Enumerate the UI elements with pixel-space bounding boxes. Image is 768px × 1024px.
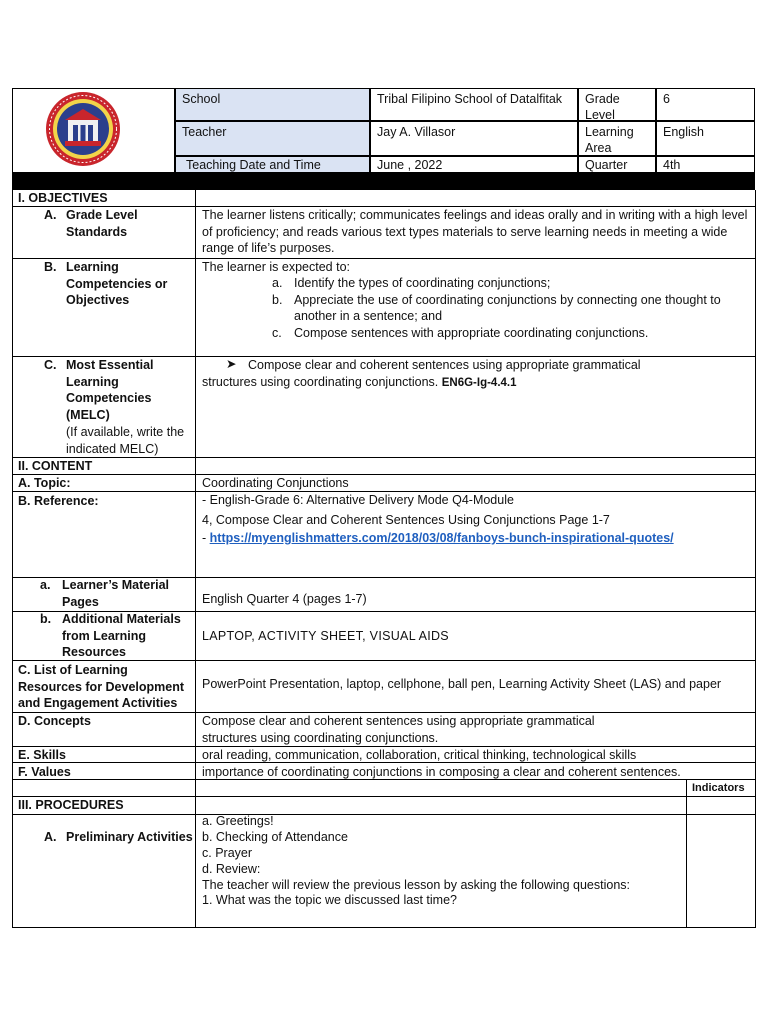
date-value: June , 2022 — [370, 156, 578, 173]
school-value: Tribal Filipino School of Datalfitak — [370, 88, 578, 121]
additional-materials-marker: b. — [40, 612, 52, 626]
objective-c-label: Most Essential Learning Competencies (MELC) — [66, 358, 154, 422]
additional-materials-value: LAPTOP, ACTIVITY SHEET, VISUAL AIDS — [202, 629, 449, 643]
reference-line-1: - English-Grade 6: Alternative Delivery Mode Q4-Module — [202, 493, 514, 507]
melc-code: EN6G-Ig-4.4.1 — [441, 376, 517, 389]
objective-b-list — [272, 275, 750, 342]
objective-c-note: (If available, write the indicated MELC) — [66, 425, 185, 456]
list-item: b. Appreciate the use of coordinating conjunctions by connecting one thought to another in a sentence; and — [272, 292, 721, 324]
values-value: importance of coordinating conjunctions in composing a clear and coherent sentences. — [202, 765, 681, 779]
list-item: d. Review: — [202, 861, 261, 876]
melc-text: Compose clear and coherent sentences using appropriate grammatical structures using coordinating conjunctions. EN6G-Ig-4.4.1 — [202, 358, 641, 389]
procedures-heading: III. PROCEDURES — [18, 798, 124, 812]
list-item: c. Prayer — [202, 845, 253, 860]
arrow-bullet-icon: ➤ — [226, 357, 237, 371]
objective-a-marker: A. — [44, 208, 57, 222]
indicators-header: Indicators — [692, 782, 745, 794]
learners-material-label: Learner’s Material Pages — [62, 578, 169, 609]
list-item: 1. What was the topic we discussed last time? — [202, 893, 457, 908]
learning-area-value: English — [656, 121, 755, 156]
objective-b-label: Learning Competencies or Objectives — [66, 260, 168, 308]
learning-area-label: Learning Area — [578, 121, 656, 156]
learning-resources-label: C. List of Learning Resources for Development and Engagement Activities — [18, 663, 185, 711]
list-item: a. Greetings! — [202, 814, 274, 828]
teacher-label: Teacher — [175, 121, 370, 156]
header-divider-bar — [12, 172, 755, 190]
list-item: a. Identify the types of coordinating conjunctions; — [272, 276, 551, 290]
topic-value: Coordinating Conjunctions — [202, 476, 349, 490]
learning-resources-value: PowerPoint Presentation, laptop, cellphone, ball pen, Learning Activity Sheet (LAS) and paper — [202, 677, 722, 691]
objective-a-text: The learner listens critically; communicates feelings and ideas orally and in writing with a high level of proficiency; and reads various text types materials to serve learning needs in meeting a wide range of life’s purposes. — [202, 208, 748, 256]
learners-material-value: English Quarter 4 (pages 1-7) — [202, 592, 367, 606]
reference-label: B. Reference: — [18, 494, 99, 508]
topic-label: A. Topic: — [18, 476, 71, 490]
skills-value: oral reading, communication, collaboration, critical thinking, technological skills — [202, 748, 637, 762]
objectives-heading: I. OBJECTIVES — [18, 191, 108, 205]
concepts-label: D. Concepts — [18, 714, 91, 728]
list-item: c. Compose sentences with appropriate coordinating conjunctions. — [272, 325, 649, 340]
preliminary-activities-text — [202, 814, 632, 909]
date-label: Teaching Date and Time — [175, 156, 370, 173]
objective-c-marker: C. — [44, 358, 57, 372]
logo-cell — [12, 88, 175, 173]
objective-b-marker: B. — [44, 260, 57, 274]
list-item: b. Checking of Attendance — [202, 829, 348, 844]
reference-link[interactable]: https://myenglishmatters.com/2018/03/08/fanboys-bunch-inspirational-quotes/ — [209, 531, 674, 545]
quarter-value: 4th — [656, 156, 755, 173]
learners-material-marker: a. — [40, 578, 51, 592]
grade-value: 6 — [656, 88, 755, 121]
objective-a-label: Grade Level Standards — [66, 208, 138, 239]
objective-b-intro: The learner is expected to: — [202, 260, 350, 274]
grade-label: Grade Level — [578, 88, 656, 121]
reference-line-2: 4, Compose Clear and Coherent Sentences Using Conjunctions Page 1-7 — [202, 513, 610, 527]
preliminary-marker: A. — [44, 830, 57, 844]
teacher-value: Jay A. Villasor — [370, 121, 578, 156]
concepts-value: Compose clear and coherent sentences using appropriate grammatical structures using coordinating conjunctions. — [202, 714, 595, 745]
list-item: The teacher will review the previous lesson by asking the following questions: — [202, 877, 631, 892]
school-seal-icon — [43, 89, 123, 169]
content-heading: II. CONTENT — [18, 459, 93, 473]
skills-label: E. Skills — [18, 748, 66, 762]
reference-link-line: - https://myenglishmatters.com/2018/03/08/fanboys-bunch-inspirational-quotes/ — [202, 531, 674, 545]
quarter-label: Quarter — [578, 156, 656, 173]
school-label: School — [175, 88, 370, 121]
preliminary-label: Preliminary Activities — [66, 830, 193, 844]
values-label: F. Values — [18, 765, 71, 779]
additional-materials-label: Additional Materials from Learning Resources — [62, 612, 181, 660]
